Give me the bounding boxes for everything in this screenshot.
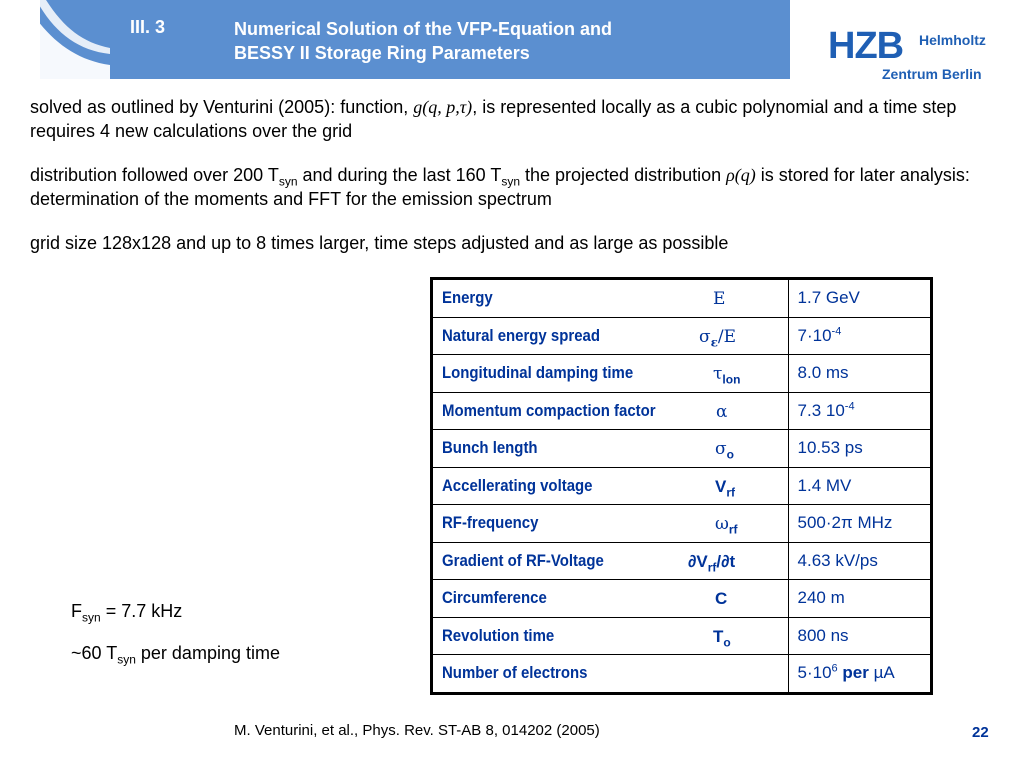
param-symbol (699, 327, 736, 347)
note-synchrotron-frequency (71, 601, 183, 625)
table-row (432, 505, 932, 543)
p2-rho: ρ(q) (726, 165, 756, 185)
symbol-sub: lon (722, 372, 741, 387)
parameter-table (430, 277, 933, 695)
symbol-text: E (713, 289, 726, 309)
logo-line2: Zentrum Berlin (882, 66, 982, 82)
value-sup: -4 (844, 400, 855, 413)
param-value: 240 m (788, 580, 931, 618)
param-symbol (715, 514, 738, 537)
table-row (432, 279, 932, 318)
param-symbol (713, 627, 731, 647)
param-symbol (713, 289, 725, 309)
symbol-text: α (716, 401, 728, 422)
note-damping-periods (71, 643, 280, 667)
param-name-text: Momentum compaction factor (442, 400, 656, 420)
note1-text-b: = 7.7 kHz (100, 601, 183, 621)
param-name (432, 355, 789, 393)
slide-title (234, 17, 612, 65)
note1-text-a: F (71, 601, 82, 621)
paragraph-method (30, 95, 990, 143)
param-name-text: Gradient of RF-Voltage (442, 550, 604, 570)
param-name-text: Number of electrons (442, 663, 588, 683)
param-name (432, 430, 789, 468)
param-value (788, 317, 931, 355)
p2-text-d: is stored for later analysis: determination of the moments and FFT for the emission spectrum (30, 165, 970, 209)
param-value: 1.4 MV (788, 467, 931, 505)
param-value: 4.63 kV/ps (788, 542, 931, 580)
logo-line1: Helmholtz (919, 32, 986, 48)
symbol-sub: rf (728, 522, 738, 537)
table-row (432, 317, 932, 355)
note2-text-b: per damping time (135, 643, 280, 663)
hzb-logo (828, 26, 988, 84)
param-value: 800 ns (788, 617, 931, 655)
paragraph-grid: grid size 128x128 and up to 8 times larger, time steps adjusted and as large as possible (30, 233, 729, 253)
table-row (432, 467, 932, 505)
value-text: 7·10 (797, 325, 832, 345)
note1-sub: syn (82, 610, 101, 625)
param-name (432, 580, 789, 618)
table-row (432, 655, 932, 694)
p2-sub1: syn (278, 174, 298, 189)
note2-sub: syn (117, 652, 136, 667)
note2-text-a: ~60 T (71, 643, 118, 663)
table-row (432, 617, 932, 655)
symbol-text: σ (715, 439, 727, 459)
table-row (432, 355, 932, 393)
param-name (432, 542, 789, 580)
citation: M. Venturini, et al., Phys. Rev. ST-AB 8, 014202 (2005) (234, 722, 600, 739)
param-name (432, 317, 789, 355)
symbol-text: ω (715, 514, 729, 534)
param-name (432, 617, 789, 655)
param-name-text: Circumference (442, 588, 547, 608)
param-name-text: Natural energy spread (442, 325, 600, 345)
logo-mark: HZB (828, 25, 904, 67)
table-row (432, 542, 932, 580)
param-name (432, 392, 789, 430)
value-sup: -4 (831, 325, 842, 338)
slide-title-line2: BESSY II Storage Ring Parameters (234, 43, 530, 63)
symbol-sub: ε (710, 334, 718, 349)
symbol-text: V (715, 476, 727, 496)
value-sup: 6 (831, 662, 838, 675)
symbol-sub: o (726, 447, 734, 462)
symbol-sub: rf (707, 559, 717, 574)
symbol-text: C (715, 589, 728, 608)
param-name (432, 505, 789, 543)
p2-text-c: the projected distribution (520, 165, 727, 185)
param-name (432, 467, 789, 505)
param-name-text: Revolution time (442, 625, 555, 645)
param-symbol (715, 477, 735, 497)
p2-sub2: syn (501, 174, 520, 189)
symbol-sub: o (723, 634, 731, 649)
p1-text-a: solved as outlined by Venturini (2005): function, (30, 97, 414, 117)
value-text: 7.3 10 (797, 400, 845, 420)
symbol-sub: rf (726, 484, 736, 499)
symbol-text: ∂V (688, 551, 708, 571)
param-symbol (713, 364, 741, 387)
symbol-text-b: /E (717, 326, 737, 347)
value-text-bold: per (837, 663, 869, 683)
page-number: 22 (972, 724, 989, 741)
header-band (40, 0, 790, 79)
param-value: 8.0 ms (788, 355, 931, 393)
table-row (432, 430, 932, 468)
param-symbol (716, 402, 727, 422)
p1-function: g(q, p,τ) (413, 97, 473, 117)
param-name (432, 655, 789, 694)
param-name-text: RF-frequency (442, 513, 539, 533)
param-value: 1.7 GeV (788, 279, 931, 318)
p1-text-b: , is represented locally as a cubic polynomial and a time step requires 4 new calculations over the grid (30, 97, 957, 141)
symbol-text-b: /∂t (716, 551, 736, 571)
param-symbol (688, 552, 735, 572)
param-value (788, 392, 931, 430)
section-number: III. 3 (130, 17, 166, 37)
slide-title-line1: Numerical Solution of the VFP-Equation and (234, 19, 613, 39)
paragraph-distribution (30, 163, 990, 211)
param-value: 10.53 ps (788, 430, 931, 468)
param-name-text: Energy (442, 288, 493, 308)
param-name-text: Accellerating voltage (442, 475, 593, 495)
param-value (788, 655, 931, 694)
symbol-text: T (713, 626, 724, 646)
value-unit: µA (868, 663, 895, 683)
p2-text-b: and during the last 160 T (297, 165, 502, 185)
p2-text-a: distribution followed over 200 T (30, 165, 279, 185)
value-text: 5·10 (797, 663, 832, 683)
table-row (432, 580, 932, 618)
param-symbol (715, 439, 734, 462)
param-value: 500·2π MHz (788, 505, 931, 543)
param-name-text: Bunch length (442, 438, 538, 458)
param-name (432, 279, 789, 318)
symbol-text: σ (699, 326, 711, 347)
symbol-text: τ (713, 364, 723, 384)
table-row (432, 392, 932, 430)
param-symbol (715, 589, 727, 609)
header-swoosh-graphic (40, 0, 120, 79)
param-name-text: Longitudinal damping time (442, 363, 634, 383)
